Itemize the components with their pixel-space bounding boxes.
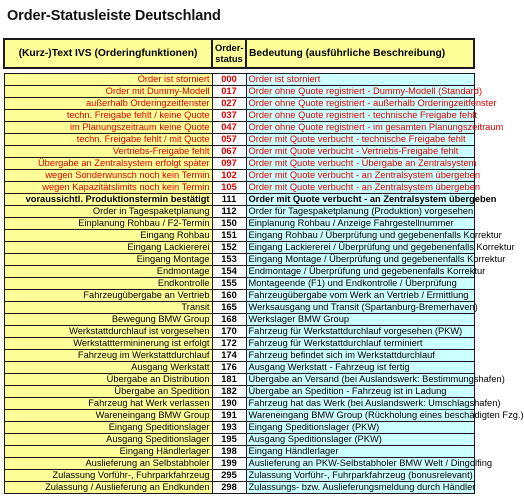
row-status-code: 112 xyxy=(212,206,246,218)
row-status-code: 168 xyxy=(212,314,246,326)
table-row xyxy=(4,158,474,170)
row-status-code: 176 xyxy=(212,362,246,374)
row-status-code: 170 xyxy=(212,326,246,338)
table-row xyxy=(4,254,474,266)
table-row xyxy=(4,302,474,314)
row-status-code: 155 xyxy=(212,278,246,290)
row-status-code: 191 xyxy=(212,410,246,422)
row-meaning: Eingang Lackiererei / Überprüfung und gegebenenfalls Korrektur xyxy=(246,242,474,254)
table-row xyxy=(4,386,474,398)
row-text: Übergabe an Distribution xyxy=(4,374,212,386)
row-text: Order ist storniert xyxy=(4,74,212,86)
table-row xyxy=(4,446,474,458)
row-text: Zulassung / Auslieferung an Endkunden xyxy=(4,482,212,494)
row-status-code: 172 xyxy=(212,338,246,350)
order-status-table xyxy=(3,38,524,494)
row-status-code: 067 xyxy=(212,146,246,158)
row-text: Eingang Rohbau xyxy=(4,230,212,242)
table-row xyxy=(4,338,474,350)
row-text: im Planungszeitraum keine Quote xyxy=(4,122,212,134)
table-row xyxy=(4,290,474,302)
row-meaning: Order mit Quote verbucht - technische Freigabe fehlt xyxy=(246,134,474,146)
row-text: techn. Freigabe fehlt / mit Quote xyxy=(4,134,212,146)
row-text: Auslieferung an Selbstabholer xyxy=(4,458,212,470)
row-text: wegen Kapazitätslimits noch kein Termin xyxy=(4,182,212,194)
row-text: Werkstatttermininerung ist erfolgt xyxy=(4,338,212,350)
row-status-code: 097 xyxy=(212,158,246,170)
table-body xyxy=(4,74,524,494)
row-status-code: 199 xyxy=(212,458,246,470)
table-row xyxy=(4,362,474,374)
table-row xyxy=(4,206,474,218)
row-text: Eingang Lackiererei xyxy=(4,242,212,254)
row-text: Endkontrolle xyxy=(4,278,212,290)
table-row xyxy=(4,458,474,470)
row-text: Fahrzeugübergabe an Vertrieb xyxy=(4,290,212,302)
row-meaning: Fahrzeug für Werkstattdurchlauf vorgesehen (PKW) xyxy=(246,326,474,338)
row-meaning: Zulassung Vorführ-, Fuhrparkfahrzeug (bonusrelevant) xyxy=(246,470,474,482)
row-meaning: Einplanung Rohbau / Anzeige Fahrgestellnummer xyxy=(246,218,474,230)
row-text: wegen Sonderwunsch noch kein Termin xyxy=(4,170,212,182)
row-text: Fahrzeug im Werkstattdurchlauf xyxy=(4,350,212,362)
row-meaning: Order ist storniert xyxy=(246,74,474,86)
row-status-code: 057 xyxy=(212,134,246,146)
page-title: Order-Statusleiste Deutschland xyxy=(7,8,221,24)
row-meaning: Order mit Quote verbucht - Übergabe an Zentralsystem xyxy=(246,158,474,170)
column-header-status-label: Order- status xyxy=(215,42,244,64)
row-meaning: Order mit Quote verbucht - an Zentralsystem übergeben xyxy=(246,170,474,182)
table-row xyxy=(4,194,474,206)
table-row xyxy=(4,122,474,134)
row-text: Eingang Montage xyxy=(4,254,212,266)
row-status-code: 182 xyxy=(212,386,246,398)
row-text: Order in Tagespaketplanung xyxy=(4,206,212,218)
row-text: Endmontage xyxy=(4,266,212,278)
row-status-code: 105 xyxy=(212,182,246,194)
row-status-code: 165 xyxy=(212,302,246,314)
row-text: Zulassung Vorführ-, Fuhrparkfahrzeug xyxy=(4,470,212,482)
table-row xyxy=(4,350,474,362)
row-meaning: Eingang Händlerlager xyxy=(246,446,474,458)
row-status-code: 198 xyxy=(212,446,246,458)
row-status-code: 298 xyxy=(212,482,246,494)
row-meaning: Zulassungs- bzw. Auslieferungsmeldung durch Händler xyxy=(246,482,474,494)
table-row xyxy=(4,314,474,326)
row-meaning: Fahrzeug für Werkstattdurchlauf terminiert xyxy=(246,338,474,350)
row-text: Übergabe an Zentralsystem erfolgt später xyxy=(4,158,212,170)
row-meaning: Order mit Quote verbucht - Vertriebs-Freigabe fehlt xyxy=(246,146,474,158)
row-meaning: Übergabe an Versand (bei Auslandswerk: Bestimmungshafen) xyxy=(246,374,474,386)
table-row xyxy=(4,374,474,386)
row-status-code: 154 xyxy=(212,266,246,278)
row-status-code: 160 xyxy=(212,290,246,302)
table-row xyxy=(4,410,474,422)
row-status-code: 190 xyxy=(212,398,246,410)
row-meaning: Werksausgang und Transit (Spartanburg-Bremerhaven) xyxy=(246,302,474,314)
table-row xyxy=(4,98,474,110)
row-text: Werkstattdurchlauf ist vorgesehen xyxy=(4,326,212,338)
row-meaning: Eingang Montage / Überprüfung und gegebenenfalls Korrektur xyxy=(246,254,474,266)
row-meaning: Eingang Rohbau / Überprüfung und gegebenenfalls Korrektur xyxy=(246,230,474,242)
table-row xyxy=(4,110,474,122)
table-row xyxy=(4,230,474,242)
table-row xyxy=(4,326,474,338)
table-row xyxy=(4,134,474,146)
row-meaning: Order ohne Quote registriert - technische Freigabe fehlt xyxy=(246,110,474,122)
row-meaning: Ausgang Werkstatt - Fahrzeug ist fertig xyxy=(246,362,474,374)
row-status-code: 150 xyxy=(212,218,246,230)
table-row xyxy=(4,146,474,158)
table-row xyxy=(4,398,474,410)
row-meaning: Ausgang Speditionslager (PKW) xyxy=(246,434,474,446)
row-status-code: 111 xyxy=(212,194,246,206)
row-text: Vertriebs-Freigabe fehlt xyxy=(4,146,212,158)
row-meaning: Fahrzeug hat das Werk (bei Auslandswerk: Umschlagshafen) xyxy=(246,398,474,410)
row-meaning: Order ohne Quote registriert - Dummy-Modell (Standard) xyxy=(246,86,474,98)
table-row xyxy=(4,86,474,98)
column-header-meaning: Bedeutung (ausführliche Beschreibung) xyxy=(246,39,474,68)
row-status-code: 152 xyxy=(212,242,246,254)
table-row xyxy=(4,182,474,194)
row-status-code: 151 xyxy=(212,230,246,242)
header-row xyxy=(4,39,474,68)
row-status-code: 000 xyxy=(212,74,246,86)
row-text: Ausgang Werkstatt xyxy=(4,362,212,374)
column-header-text: (Kurz-)Text IVS (Orderingfunktionen) xyxy=(4,39,212,68)
table-row xyxy=(4,434,474,446)
row-status-code: 174 xyxy=(212,350,246,362)
row-meaning: Order ohne Quote registriert - im gesamten Planungszeitraum xyxy=(246,122,474,134)
row-text: Bewegung BMW Group xyxy=(4,314,212,326)
row-status-code: 295 xyxy=(212,470,246,482)
row-meaning: Order mit Quote verbucht - an Zentralsystem übergeben xyxy=(246,194,474,206)
row-text: Ausgang Speditionslager xyxy=(4,434,212,446)
row-text: außerhalb Orderingzeitfenster xyxy=(4,98,212,110)
table-row xyxy=(4,278,474,290)
table-row xyxy=(4,266,474,278)
row-status-code: 017 xyxy=(212,86,246,98)
row-meaning: Fahrzeug befindet sich im Werkstattdurchlauf xyxy=(246,350,474,362)
row-meaning: Werkslager BMW Group xyxy=(246,314,474,326)
row-text: Eingang Händlerlager xyxy=(4,446,212,458)
row-text: Order mit Dummy-Modell xyxy=(4,86,212,98)
table-row xyxy=(4,170,474,182)
table-row xyxy=(4,242,474,254)
row-meaning: Übergabe an Spedition - Fahrzeug ist in Ladung xyxy=(246,386,474,398)
table-row xyxy=(4,74,474,86)
column-header-status xyxy=(212,39,246,68)
row-meaning: Order für Tagespaketplanung (Produktion) vorgesehen xyxy=(246,206,474,218)
table-row xyxy=(4,470,474,482)
row-meaning: Order mit Quote verbucht - an Zentralsystem übergeben xyxy=(246,182,474,194)
row-text: Fahrzeug hat Werk verlassen xyxy=(4,398,212,410)
row-status-code: 181 xyxy=(212,374,246,386)
row-meaning: Montageende (F1) und Endkontrolle / Überprüfung xyxy=(246,278,474,290)
row-meaning: Auslieferung an PKW-Selbstabholer BMW Welt / Dingolfing xyxy=(246,458,474,470)
row-text: techn. Freigabe fehlt / keine Quote xyxy=(4,110,212,122)
row-text: Eingang Speditionslager xyxy=(4,422,212,434)
table-row xyxy=(4,422,474,434)
row-status-code: 102 xyxy=(212,170,246,182)
row-status-code: 037 xyxy=(212,110,246,122)
row-text: Transit xyxy=(4,302,212,314)
row-meaning: Endmontage / Überprüfung und gegebenenfalls Korrektur xyxy=(246,266,474,278)
row-meaning: Wareneingang BMW Group (Rückholung eines beschädigten Fzg.) xyxy=(246,410,474,422)
row-text: Wareneingang BMW Group xyxy=(4,410,212,422)
table-row xyxy=(4,218,474,230)
row-text: Einplanung Rohbau / F2-Termin xyxy=(4,218,212,230)
row-meaning: Order ohne Quote registriert - außerhalb Orderingzeitfenster xyxy=(246,98,474,110)
row-text: voraussichtl. Produktionstermin bestätigt xyxy=(4,194,212,206)
row-status-code: 193 xyxy=(212,422,246,434)
row-text: Übergabe an Spedition xyxy=(4,386,212,398)
row-status-code: 195 xyxy=(212,434,246,446)
row-status-code: 047 xyxy=(212,122,246,134)
row-meaning: Eingang Speditionslager (PKW) xyxy=(246,422,474,434)
row-meaning: Fahrzeugübergabe vom Werk an Vertrieb / Ermittlung xyxy=(246,290,474,302)
table-row xyxy=(4,482,474,494)
row-status-code: 027 xyxy=(212,98,246,110)
row-status-code: 153 xyxy=(212,254,246,266)
